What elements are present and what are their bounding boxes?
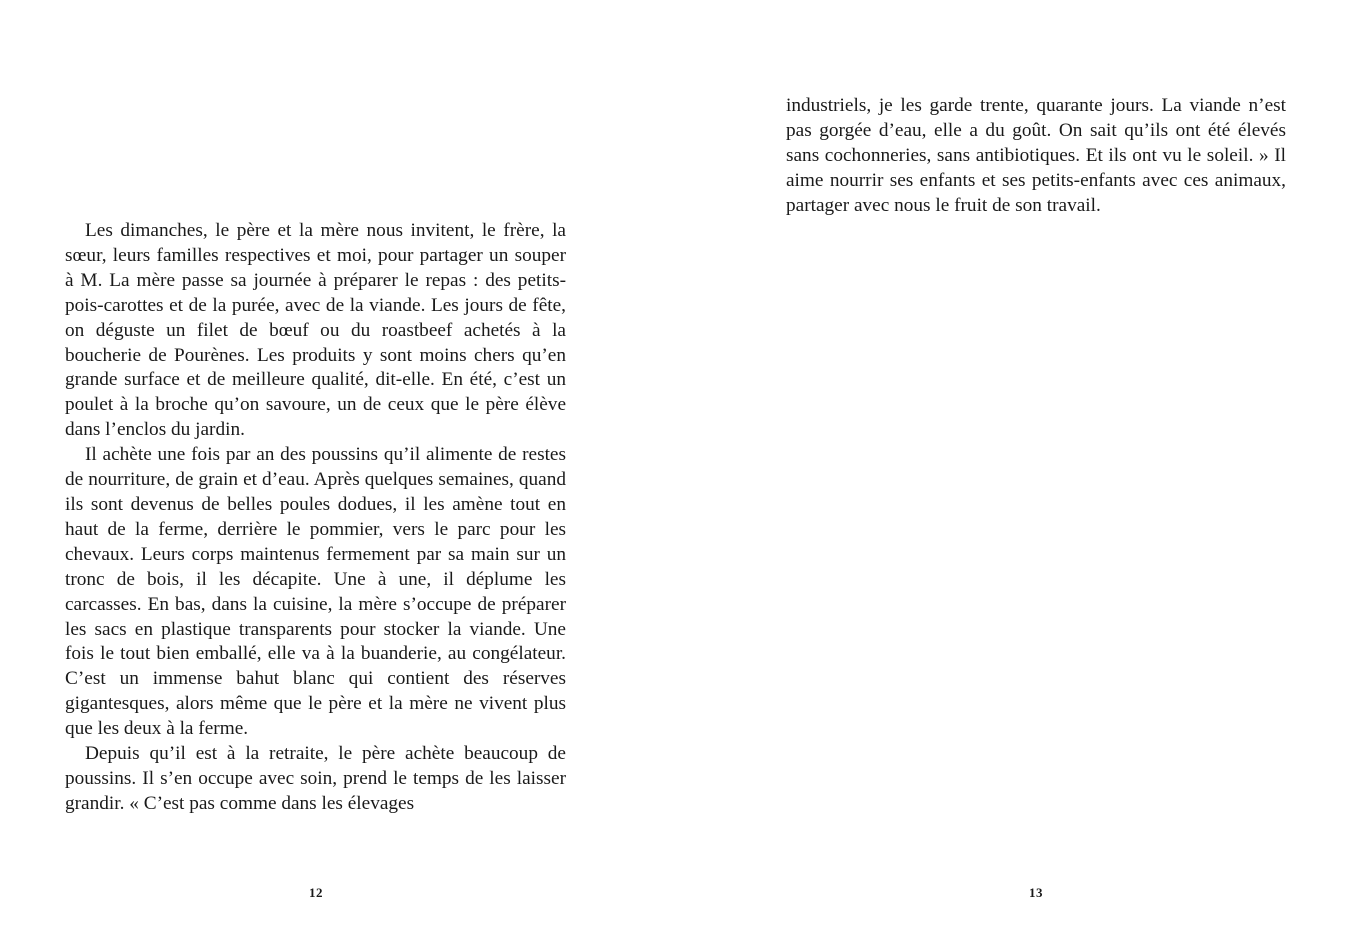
page-number-left: 12 bbox=[309, 885, 323, 900]
left-page-text bbox=[65, 219, 566, 817]
paragraph-continuation: industriels, je les garde trente, quarante jours. La viande n’est pas gorgée d’eau, elle a du goût. On sait qu’ils ont été élevés sans cochonneries, sans antibiotiques. Et ils ont vu le soleil. » Il aime nourrir ses enfants et ses petits-enfants avec ces animaux, partager avec nous le fruit de son travail. bbox=[786, 95, 1286, 216]
right-page-text bbox=[786, 94, 1286, 219]
right-page bbox=[676, 0, 1352, 952]
paragraph-chicks: Il achète une fois par an des poussins qu’il alimente de restes de nourriture, de grain et d’eau. Après quelques semaines, quand ils sont devenus de belles poules dodues, il les amène tout en haut de la ferme, derrière le pommier, vers le parc pour les chevaux. Leurs corps maintenus fermement par sa main sur un tronc de bois, il les décapite. Une à une, il déplume les carcasses. En bas, dans la cuisine, la mère s’occupe de préparer les sacs en plastique transparents pour stocker la viande. Une fois le tout bien emballé, elle va à la buanderie, au congélateur. C’est un immense bahut blanc qui contient des réserves gigantesques, alors même que le père et la mère ne vivent plus que les deux à la ferme. bbox=[65, 444, 566, 740]
paragraph-sunday-dinners: Les dimanches, le père et la mère nous invitent, le frère, la sœur, leurs familles respectives et moi, pour partager un souper à M. La mère passe sa journée à préparer le repas : des petits-pois-carottes et de la purée, avec de la viande. Les jours de fête, on déguste un filet de bœuf ou du roastbeef achetés à la boucherie de Pourènes. Les produits y sont moins chers qu’en grande surface et de meilleure qualité, dit-elle. En été, c’est un poulet à la broche qu’on savoure, un de ceux que le père élève dans l’enclos du jardin. bbox=[65, 220, 566, 441]
page-number-right: 13 bbox=[1029, 885, 1043, 900]
paragraph-retirement: Depuis qu’il est à la retraite, le père achète beaucoup de poussins. Il s’en occupe avec soin, prend le temps de les laisser grandir. « C’est pas comme dans les élevages bbox=[65, 743, 566, 814]
